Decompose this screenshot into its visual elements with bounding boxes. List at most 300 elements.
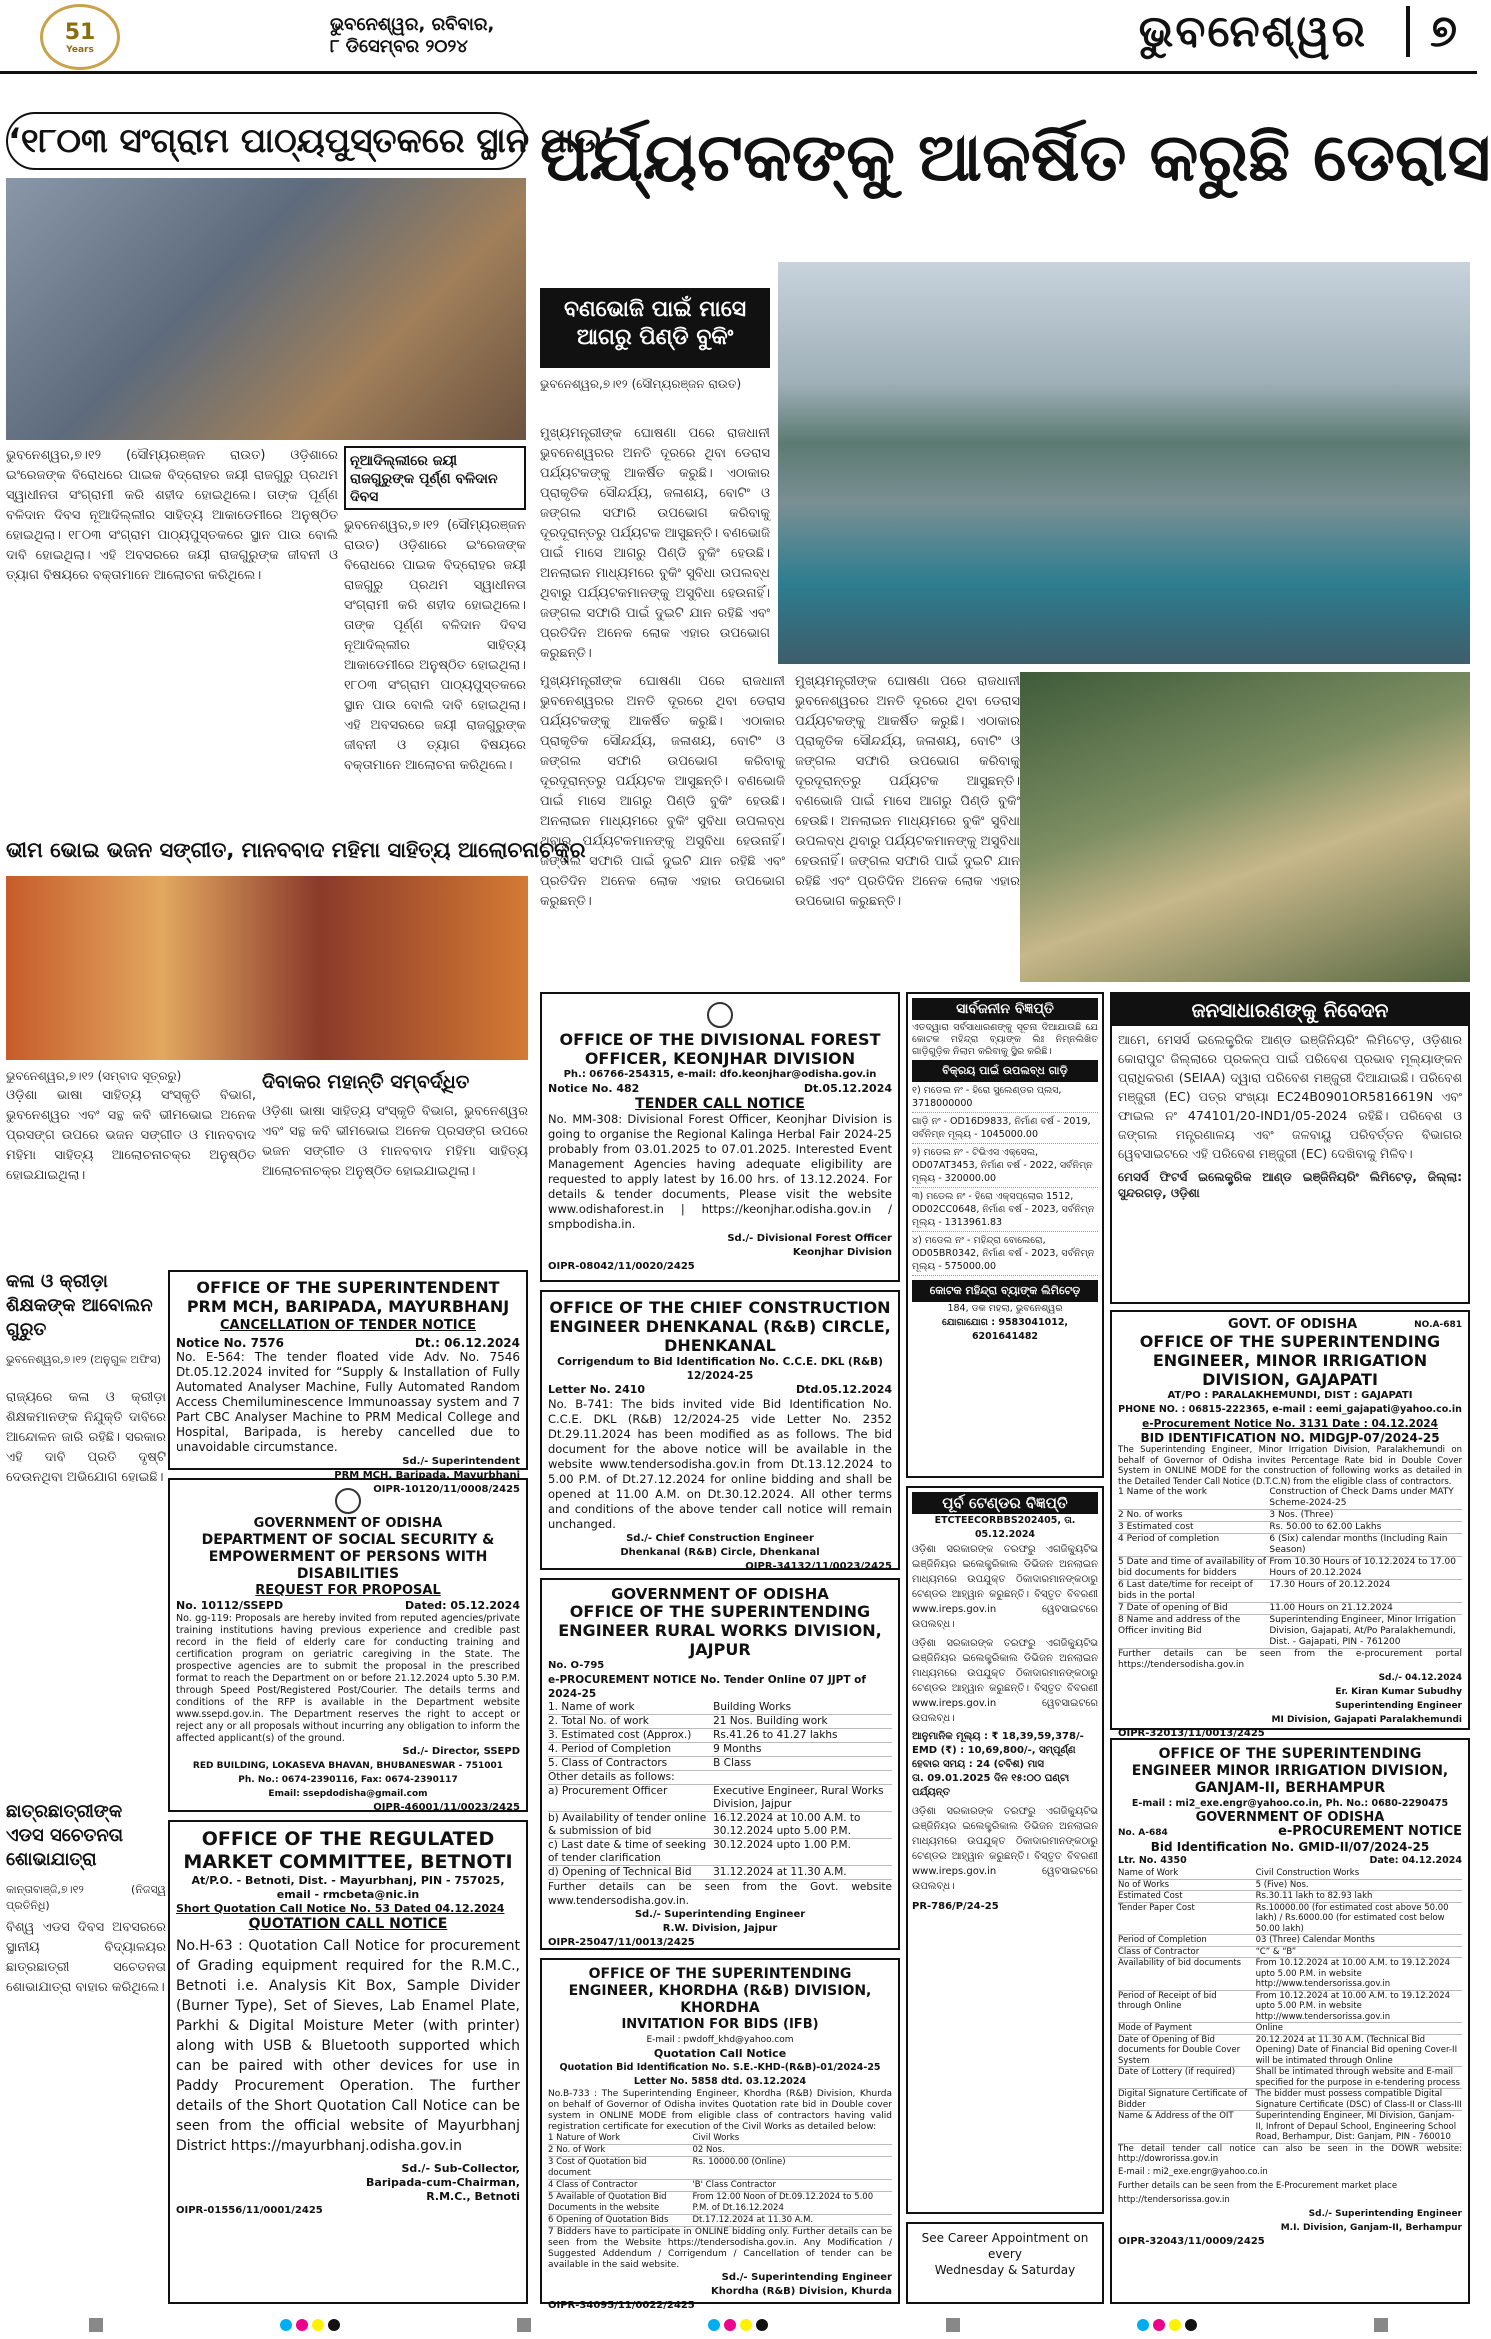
ad-cce-subtitle: Corrigendum to Bid Identification No. C.C.E. DKL (R&B) 12/2024-25	[557, 1356, 883, 1382]
ad-rwd-sign2: R.W. Division, Jajpur	[662, 1923, 778, 1934]
ad-dfo-sign1: Sd./- Divisional Forest Officer	[727, 1233, 892, 1244]
left-story-sub	[344, 446, 526, 510]
table-cell-label: Period of Receipt of bid through Online	[1118, 1990, 1217, 2011]
ad-prm-sign2: PRM MCH, Baripada, Mayurbhanj	[334, 1470, 520, 1481]
ad-khordha-bid: Quotation Bid Identification No. S.E.-KHD-(R&B)-01/2024-25	[559, 2062, 881, 2073]
safari-jeep-photo	[1020, 672, 1470, 982]
table-cell-label: 2. Total No. of work	[548, 1715, 649, 1727]
ad-cce-ref: OIPR-34132/11/0023/2425	[745, 1561, 892, 1572]
ad-prm-ref: OIPR-10120/11/0008/2425	[373, 1484, 520, 1495]
ad-ganjam-meta1	[1118, 1825, 1462, 1840]
ad-ssepd-address: RED BUILDING, LOKASEVA BHAVAN, BHUBANESWAR - 751001	[192, 1761, 504, 1771]
table-cell-value: 03 (Three) Calendar Months	[1255, 1935, 1375, 1945]
table-row	[1118, 2111, 1462, 2144]
ad-cce-letter: Letter No. 2410	[548, 1383, 646, 1396]
ad-purba-cost: ଆନୁମାନିକ ମୂଲ୍ୟ : ₹ 18,39,59,378/-	[912, 1731, 1084, 1742]
table-cell-label: Digital Signature Certificate of Bidder	[1118, 2089, 1248, 2110]
ad-purba-refno: ETCTEECORBBS202405, ତା. 05.12.2024	[934, 1515, 1076, 1540]
ad-khordha-email: E-mail : pwdoff_khd@yahoo.com	[646, 2035, 794, 2045]
ad-khordha-foot: 7 Bidders have to participate in ONLINE bidding only. Further details can be seen from the Website https://tendersodisha.gov.in. Any Modification / Suggested Addendum / Corrigendum / Cancellation of tender can be available in the said website.	[548, 2227, 892, 2270]
lake-story-body-col3: ମୁଖ୍ୟମନ୍ତ୍ରୀଙ୍କ ଘୋଷଣା ପରେ ରାଜଧାନୀ ଭୁବନେଶ୍ୱରର ଅନତି ଦୂରରେ ଥିବା ଡେରାସ ପର୍ଯ୍ୟଟକଙ୍କୁ ଆକର୍ଷିତ କରୁଛି। ଏଠାକାର ପ୍ରାକୃତିକ ସୌନ୍ଦର୍ଯ୍ୟ, ଜଳାଶୟ, ବୋଟିଂ ଓ ଜଙ୍ଗଲ ସଫାରି ଉପଭୋଗ କରିବାକୁ ଦୂରଦୂରାନ୍ତରୁ ପର୍ଯ୍ୟଟକ ଆସୁଛନ୍ତି। ବଣଭୋଜି ପାଇଁ ମାସେ ଆଗରୁ ପିଣ୍ଡି ବୁକିଂ ହେଉଛି। ଅନଲାଇନ ମାଧ୍ୟମରେ ବୁକିଂ ସୁବିଧା ଉପଲବ୍ଧ ଥିବାରୁ ପର୍ଯ୍ୟଟକମାନଙ୍କୁ ଅସୁବିଧା ହେଉନାହିଁ। ଜଙ୍ଗଲ ସଫାରି ପାଇଁ ଦୁଇଟି ଯାନ ରହିଛି ଏବଂ ପ୍ରତିଦିନ ଅନେକ ଲୋକ ଏହାର ଉପଭୋଗ କରୁଛନ୍ତି।	[795, 674, 1020, 909]
ad-public-title: ସାର୍ବଜନୀନ ବିଜ୍ଞପ୍ତି	[912, 998, 1098, 1020]
date-line	[330, 14, 494, 58]
table-row	[548, 1757, 892, 1771]
ad-rmc-title: OFFICE OF THE REGULATED MARKET COMMITTEE, BETNOTI	[183, 1828, 513, 1873]
table-cell-value: Civil Works	[692, 2133, 740, 2143]
ad-gaj-gov: GOVT. OF ODISHA	[1228, 1317, 1358, 1332]
table-cell-label: Mode of Payment	[1118, 2023, 1192, 2033]
table-cell-label: 4. Period of Completion	[548, 1743, 672, 1755]
table-cell-label: No of Works	[1118, 1879, 1170, 1890]
ad-gaj-body: The Superintending Engineer, Minor Irrigation Division, Paralakhemundi on behalf of Governor of Odisha invites Percentage Rate bid in Double Cover System in ONLINE MODE for the construction of following works as detailed in the Detailed Tender Call Notice (D.T.C.N) from the eligible class of contractors.	[1118, 1445, 1462, 1487]
ad-khordha-body: No.B-733 : The Superintending Engineer, Khordha (R&B) Division, Khurda on behalf of Governor of Odisha invites Quotation rate bid in Double cover system in ONLINE MODE from eligible class of contractors having valid registration certificate for execution of the Civil Works as detailed below:	[548, 2089, 892, 2132]
ad-ganjam-title: OFFICE OF THE SUPERINTENDING ENGINEER MINOR IRRIGATION DIVISION, GANJAM-II, BERHAMPUR	[1131, 1746, 1449, 1796]
table-cell-label: 2 No. of Work	[548, 2145, 606, 2155]
ad-khordha-title: OFFICE OF THE SUPERINTENDING ENGINEER, KHORDHA (R&B) DIVISION, KHORDHA	[568, 1966, 872, 2016]
ad-dfo-ph: Ph.: 06766-254315, e-mail: dfo.keonjhar@odisha.gov.in	[563, 1069, 877, 1080]
ad-gaj-table	[1118, 1487, 1462, 1649]
table-row	[548, 2145, 892, 2157]
ad-ganjam-bid: Bid Identification No. GMID-II/07/2024-25	[1150, 1840, 1430, 1854]
anniversary-logo	[40, 4, 120, 70]
career-line1: See Career Appointment on every	[921, 2231, 1089, 2261]
table-row	[1118, 1534, 1462, 1557]
left-story-body-cont: ଭୁବନେଶ୍ୱର,୭।୧୨ (ସୌମ୍ୟରଞ୍ଜନ ରାଉତ) ଓଡ଼ିଶାରେ ଇଂରେଜଙ୍କ ବିରୋଧରେ ପାଇକ ବିଦ୍ରୋହର ଜୟୀ ରାଜଗୁରୁ ପ୍ରଥମ ସ୍ୱାଧୀନତା ସଂଗ୍ରାମୀ କରି ଶହୀଦ ହୋଇଥିଲେ। ତାଙ୍କ ପୂର୍ଣ୍ଣ ବଳିଦାନ ଦିବସ ନୂଆଦିଲ୍ଲୀର ସାହିତ୍ୟ ଆକାଡେମୀରେ ଅନୁଷ୍ଠିତ ହୋଇଥିଲା। ୧୮୦୩ ସଂଗ୍ରାମ ପାଠ୍ୟପୁସ୍ତକରେ ସ୍ଥାନ ପାଉ ବୋଲି ଦାବି ହୋଇଥିଲା। ଏହି ଅବସରରେ ଜୟୀ ରାଜଗୁରୁଙ୍କ ଜୀବନୀ ଓ ତ୍ୟାଗ ବିଷୟରେ ବକ୍ତାମାନେ ଆଲୋଚନା କରିଥିଲେ।	[344, 518, 526, 773]
page-number: ୭	[1406, 6, 1457, 57]
table-row	[548, 1729, 892, 1743]
table-cell-value: 9 Months	[713, 1743, 762, 1755]
ad-gaj-sign4: MI Division, Gajapati Paralakhemundi	[1271, 1715, 1462, 1725]
ad-dfo-keonjhar	[540, 992, 900, 1282]
ad-khordha-subtitle: INVITATION FOR BIDS (IFB)	[621, 2017, 819, 2032]
gray-swatch-icon	[946, 2318, 960, 2332]
ad-janasadharan	[1110, 992, 1470, 1304]
table-row	[1118, 2089, 1462, 2111]
cmyk-dots-icon	[1137, 2319, 1197, 2331]
ad-dfo-title: OFFICE OF THE DIVISIONAL FOREST OFFICER, KEONJHAR DIVISION	[559, 1030, 881, 1068]
ad-public-body: ଏତଦ୍ୱାରା ସର୍ବସାଧାରଣଙ୍କୁ ସୂଚନା ଦିଆଯାଉଛି ଯେ କୋଟକ ମହିନ୍ଦ୍ରା ବ୍ୟାଙ୍କ ଲିଃ ନିମ୍ନଲିଖିତ ଗାଡ଼ିଗୁଡ଼ିକ ନିଲାମ କରିବାକୁ ସ୍ଥିର କରିଛି।	[912, 1022, 1098, 1057]
ad-purba-body-2: ଓଡ଼ିଶା ସରକାରଙ୍କ ତରଫରୁ ଏଗଜିକ୍ୟୁଟିଭ ଇଞ୍ଜିନିୟର ଇଲେକ୍ଟ୍ରିକାଲ ଡିଭିଜନ ଅନଲାଇନ ମାଧ୍ୟମରେ ଉପଯୁକ୍ତ ଠିକାଦାରମାନଙ୍କଠାରୁ ଟେଣ୍ଡର ଆହ୍ୱାନ କରୁଛନ୍ତି। ବିସ୍ତୃତ ବିବରଣୀ www.ireps.gov.in ୱେବସାଇଟରେ ଉପଲବ୍ଧ।	[912, 1638, 1098, 1724]
ad-purba-emd: EMD (₹) : 10,69,800/-, ସମ୍ପୂର୍ଣ୍ଣ ହେବାର ସମୟ : 24 (ଚବିଶ) ମାସ	[912, 1745, 1076, 1770]
ad-public-addr: 184, ଡକ ମହଲା, ଭୁବନେଶ୍ୱର	[947, 1303, 1063, 1314]
ad-ganjam-table	[1118, 1868, 1462, 2144]
ad-prm-mch	[168, 1270, 528, 1495]
ad-rwd-no: No. O-795	[548, 1660, 605, 1671]
ad-ssepd-sign: Sd./- Director, SSEPD	[402, 1746, 520, 1757]
chhatra-dateline: କାନ୍ତାବାଞ୍ଜି,୭।୧୨ (ନିଜସ୍ୱ ପ୍ରତିନିଧି)	[6, 1883, 166, 1912]
table-cell-value: Civil Construction Works	[1255, 1868, 1360, 1878]
table-cell-value: 02 Nos.	[692, 2145, 725, 2155]
table-cell-value: Online	[1255, 2023, 1284, 2033]
ad-gaj-bid: BID IDENTIFICATION NO. MIDGJP-07/2024-25	[1140, 1431, 1440, 1445]
table-row	[548, 1839, 892, 1866]
ad-ganjam-sign2: M.I. Division, Ganjam-II, Berhampur	[1280, 2222, 1462, 2233]
table-row	[548, 1812, 892, 1839]
ad-ganjam-market: Further details can be seen from the E-Procurement market place	[1118, 2180, 1398, 2191]
ad-ganjam-no: No. A-684	[1118, 1828, 1168, 1838]
ad-gaj-sign1: Sd./- 04.12.2024	[1378, 1673, 1462, 1683]
table-row	[548, 2157, 892, 2180]
ad-gaj-ref: OIPR-32013/11/0013/2425	[1118, 1728, 1265, 1739]
table-cell-label: Class of Contractor	[1118, 1946, 1200, 1957]
table-row	[1118, 1510, 1462, 1522]
ad-dfo-sign2: Keonjhar Division	[792, 1247, 892, 1258]
ad-public-notice	[906, 992, 1104, 1478]
ad-rwd-gov: GOVERNMENT OF ODISHA	[611, 1585, 829, 1603]
ad-prm-sign1: Sd./- Superintendent	[402, 1456, 520, 1467]
table-cell-value: 11.00 Hours on 21.12.2024	[1269, 1603, 1393, 1613]
ad-prm-date: Dt.: 06.12.2024	[414, 1336, 520, 1350]
bhima-dateline: ଭୁବନେଶ୍ୱର,୭।୧୨ (ସମ୍ବାଦ ସୂତ୍ରରୁ)	[6, 1069, 182, 1083]
ad-purba-body-3: ଓଡ଼ିଶା ସରକାରଙ୍କ ତରଫରୁ ଏଗଜିକ୍ୟୁଟିଭ ଇଞ୍ଜିନିୟର ଇଲେକ୍ଟ୍ରିକାଲ ଡିଭିଜନ ଅନଲାଇନ ମାଧ୍ୟମରେ ଉପଯୁକ୍ତ ଠିକାଦାରମାନଙ୍କଠାରୁ ଟେଣ୍ଡର ଆହ୍ୱାନ କରୁଛନ୍ତି। ବିସ୍ତୃତ ବିବରଣୀ www.ireps.gov.in ୱେବସାଇଟରେ ଉପଲବ୍ଧ।	[912, 1806, 1098, 1892]
table-cell-label: 3. Estimated cost (Approx.)	[548, 1729, 692, 1741]
table-cell-label: Period of Completion	[1118, 1935, 1207, 1945]
table-cell-label: Other details as follows:	[548, 1771, 675, 1783]
ad-dfo-ref: OIPR-08042/11/0020/2425	[548, 1261, 695, 1272]
left-story-body-2	[344, 516, 526, 826]
bhima-sub: ଦିବାକର ମହାନ୍ତି ସମ୍ବର୍ଦ୍ଧିତ	[262, 1071, 470, 1093]
ad-jana-body: ଆମେ, ମେସର୍ସ ଇଲେକ୍ଟ୍ରିକ ଆଣ୍ଡ ଇଞ୍ଜିନିୟରିଂ ଲିମିଟେଡ଼, ଓଡ଼ିଶାର କୋରାପୁଟ ଜିଲ୍ଲାରେ ପ୍ରକଳ୍ପ ପାଇଁ ପରିବେଶ ପ୍ରଭାବ ମୂଲ୍ୟାଙ୍କନ ପ୍ରାଧିକରଣ (SEIAA) ଦ୍ୱାରା ପରିବେଶ ମଞ୍ଜୁରୀ ଦିଆଯାଇଛି। ପରିବେଶ ମଞ୍ଜୁରୀ (EC) ପତ୍ର ସଂଖ୍ୟା EC24B0901OR5816619N ଏବଂ ଫାଇଲ ନଂ 474101/20-IND1/05-2024 ରହିଛି। ପରିବେଶ ଓ ଜଙ୍ଗଲ ମନ୍ତ୍ରଣାଳୟ ଏବଂ ଜଳବାୟୁ ପରିବର୍ତ୍ତନ ବିଭାଗର ୱେବସାଇଟରେ ଏହି ପରିବେଶ ମଞ୍ଜୁରୀ (EC) ଦେଖିବାକୁ ମିଳିବ।	[1118, 1032, 1462, 1161]
ad-ssepd-date: Dated: 05.12.2024	[405, 1599, 520, 1612]
ad-prm-title: OFFICE OF THE SUPERINTENDENT PRM MCH, BARIPADA, MAYURBHANJ	[186, 1278, 510, 1316]
table-cell-label: 1 Nature of Work	[548, 2133, 621, 2143]
ad-purba-ref: PR-786/P/24-25	[912, 1901, 999, 1912]
ad-rmc-ref: OIPR-01556/11/0001/2425	[176, 2205, 323, 2216]
table-cell-label: Date of Lottery (if required)	[1118, 2067, 1236, 2077]
table-cell-value: 31.12.2024 at 11.30 A.M.	[713, 1866, 847, 1878]
table-cell-label: 3 Estimated cost	[1118, 1522, 1194, 1532]
ad-rwd-subtitle: e-PROCUREMENT NOTICE No. Tender Online 07 JJPT of 2024-25	[548, 1674, 866, 1700]
table-row	[1118, 1947, 1462, 1959]
bhima-headline: ଭୀମ ଭୋଇ ଭଜନ ସଙ୍ଗୀତ, ମାନବବାଦ ମହିମା ସାହିତ୍ୟ ଆଲୋଚନାଚକ୍ର	[6, 838, 586, 862]
table-row	[1118, 1991, 1462, 2024]
ad-ganjam-gov: GOVERNMENT OF ODISHA	[1195, 1810, 1385, 1825]
table-cell-value: The bidder must possess compatible Digital Signature Certificate (DSC) of Class-II or Class-III	[1255, 2089, 1462, 2110]
table-cell-label: 5 Date and time of availability of bid documents for bidders	[1118, 1557, 1266, 1578]
table-row	[1118, 1958, 1462, 1991]
ad-rwd-sign1: Sd./- Superintending Engineer	[634, 1909, 806, 1920]
table-row	[1118, 1487, 1462, 1510]
table-row	[1118, 1522, 1462, 1534]
ad-ssepd-phone: Ph. No.: 0674-2390116, Fax: 0674-2390117	[238, 1775, 458, 1785]
ad-rmc-sign3: R.M.C., Betnoti	[426, 2190, 520, 2203]
ad-ganjam-site: http://tendersorissa.gov.in	[1118, 2194, 1230, 2205]
ad-gaj-sign2: Er. Kiran Kumar Subudhy	[1335, 1687, 1462, 1697]
ad-purba-body: ଓଡ଼ିଶା ସରକାରଙ୍କ ତରଫରୁ ଏଗଜିକ୍ୟୁଟିଭ ଇଞ୍ଜିନିୟର ଇଲେକ୍ଟ୍ରିକାଲ ଡିଭିଜନ ଅନଲାଇନ ମାଧ୍ୟମରେ ଉପଯୁକ୍ତ ଠିକାଦାରମାନଙ୍କଠାରୁ ଟେଣ୍ଡର ଆହ୍ୱାନ କରୁଛନ୍ତି। ବିସ୍ତୃତ ବିବରଣୀ www.ireps.gov.in ୱେବସାଇଟରେ ଉପଲବ୍ଧ।	[912, 1544, 1098, 1630]
ad-ssepd-email: Email: ssepdodisha@gmail.com	[268, 1789, 428, 1799]
career-line2: Wednesday & Saturday	[934, 2263, 1076, 2277]
table-cell-label: d) Opening of Technical Bid	[548, 1866, 692, 1878]
ad-rmc-sqn: Short Quotation Call Notice No. 53 Dated 04.12.2024	[176, 1902, 505, 1915]
table-row	[548, 2133, 892, 2145]
ad-rwd-title: OFFICE OF THE SUPERINTENDING ENGINEER RURAL WORKS DIVISION, JAJPUR	[558, 1602, 882, 1659]
table-cell-value: 21 Nos. Building work	[713, 1715, 828, 1727]
ad-gaj-foot: Further details can be seen from the e-procurement portal https://tendersodisha.gov.in	[1118, 1649, 1462, 1670]
chhatra-body: ବିଶ୍ୱ ଏଡସ ଦିବସ ଅବସରରେ ସ୍ଥାନୀୟ ବିଦ୍ୟାଳୟର ଛାତ୍ରଛାତ୍ରୀ ସଚେତନତା ଶୋଭାଯାତ୍ରା ବାହାର କରିଥିଲେ।	[6, 1920, 166, 1995]
table-row	[1118, 1580, 1462, 1603]
ad-ssepd-gov: GOVERNMENT OF ODISHA	[253, 1516, 443, 1531]
ad-jana-title: ଜନସାଧାରଣଙ୍କୁ ନିବେଦନ	[1112, 994, 1468, 1026]
ad-dfo-body: No. MM-308: Divisional Forest Officer, Keonjhar Division is going to organise the Regional Kalinga Herbal Fair 2024-25 probably from 03.01.2025 to 07.01.2025. Interested Event Management Agencies having adequate eligibility are requested to apply latest by 16.00 hrs. of 13.12.2024. For details & tender documents, Please visit the website www.odishaforest.in | https://keonjhar.odisha.gov.in / smpbodisha.in.	[548, 1112, 892, 1231]
table-cell-value: From 10.30 Hours of 10.12.2024 to 17.00 Hours of 20.12.2024	[1269, 1557, 1456, 1578]
table-row	[548, 1743, 892, 1757]
ad-gaj-sign3: Superintending Engineer	[1335, 1701, 1462, 1711]
print-registration-marks	[0, 2310, 1477, 2339]
ad-prm-meta	[176, 1336, 520, 1350]
cmyk-dots-icon	[280, 2319, 340, 2331]
ad-cce-dhenkanal	[540, 1290, 900, 1570]
table-cell-value: Construction of Check Dams under MATY Scheme-2024-25	[1269, 1487, 1454, 1508]
list-item: ଗାଡ଼ି ନଂ - OD16D9833, ନିର୍ମାଣ ବର୍ଷ - 2019, ସର୍ବନିମ୍ନ ମୂଲ୍ୟ - 1045000.00	[912, 1113, 1098, 1144]
table-row	[1118, 1903, 1462, 1936]
table-row	[1118, 2035, 1462, 2068]
table-cell-label: Tender Paper Cost	[1118, 1902, 1195, 1913]
table-row	[548, 2180, 892, 2192]
lake-story-body: ମୁଖ୍ୟମନ୍ତ୍ରୀଙ୍କ ଘୋଷଣା ପରେ ରାଜଧାନୀ ଭୁବନେଶ୍ୱରର ଅନତି ଦୂରରେ ଥିବା ଡେରାସ ପର୍ଯ୍ୟଟକଙ୍କୁ ଆକର୍ଷିତ କରୁଛି। ଏଠାକାର ପ୍ରାକୃତିକ ସୌନ୍ଦର୍ଯ୍ୟ, ଜଳାଶୟ, ବୋଟିଂ ଓ ଜଙ୍ଗଲ ସଫାରି ଉପଭୋଗ କରିବାକୁ ଦୂରଦୂରାନ୍ତରୁ ପର୍ଯ୍ୟଟକ ଆସୁଛନ୍ତି। ବଣଭୋଜି ପାଇଁ ମାସେ ଆଗରୁ ପିଣ୍ଡି ବୁକିଂ ହେଉଛି। ଅନଲାଇନ ମାଧ୍ୟମରେ ବୁକିଂ ସୁବିଧା ଉପଲବ୍ଧ ଥିବାରୁ ପର୍ଯ୍ୟଟକମାନଙ୍କୁ ଅସୁବିଧା ହେଉନାହିଁ। ଜଙ୍ଗଲ ସଫାରି ପାଇଁ ଦୁଇଟି ଯାନ ରହିଛି ଏବଂ ପ୍ରତିଦିନ ଅନେକ ଲୋକ ଏହାର ଉପଭୋଗ କରୁଛନ୍ତି।	[540, 426, 770, 661]
ad-khordha-sign2: Khordha (R&B) Division, Khurda	[711, 2286, 892, 2297]
table-row	[548, 1715, 892, 1729]
bhima-body-cont: ଓଡ଼ିଶା ଭାଷା ସାହିତ୍ୟ ସଂସ୍କୃତି ବିଭାଗ, ଭୁବନେଶ୍ୱର ଏବଂ ସନ୍ଥ କବି ଭୀମଭୋଇ ଅନେକ ପ୍ରସଙ୍ଗ ଉପରେ ଭଜନ ସଙ୍ଗୀତ ଓ ମାନବବାଦ ମହିମା ସାହିତ୍ୟ ଆଲୋଚନାଚକ୍ର ଅନୁଷ୍ଠିତ ହୋଇଯାଇଥିଲା।	[262, 1104, 528, 1179]
table-cell-value: From 10.12.2024 at 10.00 A.M. to 19.12.2024 upto 5.00 P.M. in website http://www.tendersorissa.gov.in	[1255, 1958, 1451, 1989]
gray-swatch-icon	[517, 2318, 531, 2332]
gray-swatch-icon	[1374, 2318, 1388, 2332]
kala-headline: କଳା ଓ କ୍ରୀଡ଼ା ଶିକ୍ଷକଙ୍କ ଆବୋଲନ ଗୁରୁତ	[6, 1271, 153, 1340]
table-cell-label: b) Availability of tender online & submission of bid	[548, 1812, 707, 1837]
ad-ssepd-ref: OIPR-46001/11/0023/2425	[373, 1802, 520, 1813]
ad-ssepd-subtitle: REQUEST FOR PROPOSAL	[255, 1583, 441, 1598]
date-line-2: ୮ ଡିସେମ୍ବର ୨୦୨୪	[330, 36, 468, 57]
kala-dateline: ଭୁବନେଶ୍ୱର,୭।୧୨ (ଅନୁଗୁଳ ଅଫିସ)	[6, 1353, 162, 1366]
career-box	[906, 2222, 1104, 2304]
ad-rwd-ref: OIPR-25047/11/0013/2425	[548, 1937, 695, 1948]
ad-khordha-table	[548, 2133, 892, 2227]
table-cell-value: 17.30 Hours of 20.12.2024	[1269, 1580, 1391, 1590]
ad-ganjam-foot: The detail tender call notice can also be seen in the DOWR website: http://dowrorissa.gov.in	[1118, 2143, 1462, 2164]
ad-rwd-foot: Further details can be seen from the Govt. website www.tendersodisha.gov.in.	[548, 1881, 892, 1907]
table-cell-label: 6 Opening of Quotation Bids	[548, 2215, 669, 2225]
table-cell-label: 5. Class of Contractors	[548, 1757, 668, 1769]
ad-ganjam-date: Date: 04.12.2024	[1369, 1855, 1462, 1866]
table-cell-value: Dt.17.12.2024 at 11.30 A.M.	[692, 2215, 814, 2225]
table-row	[1118, 2023, 1462, 2035]
table-row	[1118, 2067, 1462, 2089]
ad-cce-sign1: Sd./- Chief Construction Engineer	[626, 1533, 814, 1544]
table-row	[1118, 1557, 1462, 1580]
felicitation-photo	[6, 178, 526, 440]
ad-gajapati	[1110, 1310, 1470, 1739]
ad-khordha-letter: Letter No. 5858 dtd. 03.12.2024	[633, 2076, 807, 2087]
table-row	[548, 2215, 892, 2227]
ad-dfo-meta	[548, 1082, 892, 1096]
ad-rmc-addr: At/P.O. - Betnoti, Dist. - Mayurbhanj, PIN - 757025,	[191, 1874, 505, 1887]
ad-ganjam	[1110, 1738, 1470, 2304]
ad-public-items	[912, 1082, 1098, 1276]
ad-dfo-subtitle: TENDER CALL NOTICE	[635, 1096, 805, 1112]
table-cell-label: 1. Name of work	[548, 1701, 635, 1713]
table-cell-value: From 12.00 Noon of Dt.09.12.2024 to 5.00 P.M. of Dt.16.12.2024	[692, 2192, 874, 2213]
table-cell-label: Estimated Cost	[1118, 1891, 1183, 1901]
ad-khordha-sign1: Sd./- Superintending Engineer	[721, 2272, 892, 2283]
ad-jana-foot: ମେସର୍ସ ଫିଟର୍ସ ଇଲେକ୍ଟ୍ରିକ ଆଣ୍ଡ ଇଞ୍ଜିନିୟରିଂ ଲିମିଟେଡ଼, ଜିଲ୍ଲା: ସୁନ୍ଦରଗଡ଼, ଓଡ଼ିଶା	[1118, 1170, 1462, 1200]
table-cell-label: Name of Work	[1118, 1868, 1179, 1878]
table-cell-value: From 10.12.2024 at 10.00 A.M. to 19.12.2024 upto 5.00 P.M. in website http://www.tendersorissa.gov.in	[1255, 1990, 1451, 2022]
table-cell-value: 20.12.2024 at 11.30 A.M. (Technical Bid Opening) Date of Financial Bid opening Cover-II will be intimated through Online	[1255, 2034, 1458, 2066]
ad-purba-tender	[906, 1486, 1104, 2214]
ad-prm-body: No. E-564: The tender floated vide Adv. No. 7546 Dt.05.12.2024 invited for “Supply & Installation of Fully Automated Analyser Machine, Fully Automated Random Access Chemiluminescence Immunoassay system and 7 Part CBC Analyser Machine to PRM Medical College and Hospital, Baripada, is hereby cancelled due to unavoidable circumstance.	[176, 1350, 520, 1454]
ad-ganjam-meta2	[1118, 1854, 1462, 1868]
gray-swatch-icon	[89, 2318, 103, 2332]
ad-ganjam-email2: E-mail : mi2_exe.engr@yahoo.co.in	[1118, 2166, 1268, 2177]
ad-ganjam-email: E-mail : mi2_exe.engr@yahoo.co.in, Ph. No.: 0680-2290475	[1131, 1798, 1449, 1809]
date-line-1: ଭୁବନେଶ୍ୱର, ରବିବାର,	[330, 14, 495, 35]
ad-rmc-email: email - rmcbeta@nic.in	[276, 1888, 420, 1901]
table-cell-value: Rs.10000.00 (for estimated cost above 50.00 lakh) / Rs.6000.00 (for estimated cost below 50.00 lakh)	[1255, 1902, 1449, 1934]
ad-rmc-betnoti	[168, 1820, 528, 2304]
kala-body: ରାଜ୍ୟରେ କଳା ଓ କ୍ରୀଡ଼ା ଶିକ୍ଷକମାନଙ୍କ ନିଯୁକ୍ତି ଦାବିରେ ଆନ୍ଦୋଳନ ଜାରି ରହିଛି। ସରକାର ଏହି ଦାବି ପ୍ରତି ଦୃଷ୍ଟି ଦେଉନଥିବା ଅଭିଯୋଗ ହୋଇଛି।	[6, 1390, 166, 1485]
ad-public-bank: କୋଟକ ମହିନ୍ଦ୍ରା ବ୍ୟାଙ୍କ ଲିମିଟେଡ଼	[912, 1280, 1098, 1302]
ad-rmc-body: No.H-63 : Quotation Call Notice for procurement of Grading equipment required for the R.M.C., Betnoti i.e. Analysis Kit Box, Sample Divider (Burner Type), Set of Sieves, Lab Enamel Plate, Parkhi & Digital Moisture Meter (with printer) along with USB & Bluetooth supported which can be paired with other devices for use in Paddy Procurement Operation. The further details of the Short Quotation Call Notice can be seen from the official website of Mayurbhanj District https://mayurbhanj.odisha.gov.in	[176, 1938, 520, 2154]
table-cell-value	[713, 1771, 892, 1784]
main-headline: ପର୍ଯ୍ୟଟକଙ୍କୁ ଆକର୍ଷିତ କରୁଛି ଡେରାସ	[540, 119, 1491, 196]
table-row	[548, 1866, 892, 1880]
ad-public-bar: ବିକ୍ରୟ ପାଇଁ ଉପଲବ୍ଧ ଗାଡ଼ି	[912, 1060, 1098, 1082]
ad-gaj-eproc: e-Procurement Notice No. 3131 Date : 04.12.2024	[1142, 1418, 1438, 1430]
table-row	[1118, 1615, 1462, 1649]
table-cell-value: 3 Nos. (Three)	[1269, 1510, 1334, 1520]
left-headline: ‘୧୮୦୩ ସଂଗ୍ରାମ ପାଠ୍ୟପୁସ୍ତକରେ ସ୍ଥାନ ପାଉ’	[6, 112, 526, 170]
lake-story-body-2	[540, 672, 785, 982]
cmyk-dots-icon	[708, 2319, 768, 2331]
ad-rwd-table	[548, 1701, 892, 1880]
table-cell-value: Building Works	[713, 1701, 792, 1713]
table-cell-value: 5 (Five) Nos.	[1255, 1879, 1309, 1890]
ad-ssepd-meta	[176, 1599, 520, 1613]
table-cell-label: c) Last date & time of seeking of tender clarification	[548, 1839, 707, 1864]
table-cell-label: Date of Opening of Bid documents for Double Cover System	[1118, 2034, 1241, 2066]
table-cell-value: Superintending Engineer, Minor Irrigation Division, Gajapati, At/Po Paralakhemundi, Dist. - Gajapati, PIN - 761200	[1269, 1615, 1456, 1647]
ad-cce-meta	[548, 1383, 892, 1397]
table-cell-value: 'B' Class Contractor	[692, 2180, 776, 2190]
ad-prm-notice: Notice No. 7576	[176, 1336, 284, 1350]
table-cell-label: 6 Last date/time for receipt of bids in the portal	[1118, 1580, 1253, 1601]
list-item: ୨) ମଡେଲ ନଂ - ଟିଭିଏସ ଏକ୍ସେଲ, OD07AT3453, ନିର୍ମାଣ ବର୍ଷ - 2022, ସର୍ବନିମ୍ନ ମୂଲ୍ୟ - 320000.00	[912, 1144, 1098, 1188]
table-cell-value: Rs. 50.00 to 62.00 Lakhs	[1269, 1522, 1382, 1532]
list-item: ୪) ମଡେଲ ନଂ - ମହିନ୍ଦ୍ରା ବୋଲେରୋ, OD05BR0342, ନିର୍ମାଣ ବର୍ଷ - 2023, ସର୍ବନିମ୍ନ ମୂଲ୍ୟ - 575000.00	[912, 1232, 1098, 1276]
ad-dfo-notice: Notice No. 482	[548, 1082, 640, 1095]
ad-gaj-addr: AT/PO : PARALAKHEMUNDI, DIST : GAJAPATI	[1167, 1390, 1413, 1401]
ad-cce-date: Dtd.05.12.2024	[795, 1383, 892, 1396]
ad-khordha-qc: Quotation Call Notice	[653, 2047, 787, 2060]
ad-dfo-date: Dt.05.12.2024	[803, 1082, 892, 1095]
ad-purba-title: ପୂର୍ବ ଟେଣ୍ଡର ବିଜ୍ଞପ୍ତି	[912, 1492, 1098, 1514]
city-title: ଭୁବନେଶ୍ୱର	[1138, 6, 1367, 57]
masthead	[0, 0, 1477, 74]
ad-ssepd-no: No. 10112/SSEPD	[176, 1599, 284, 1612]
ad-khordha	[540, 1958, 900, 2311]
lake-boats-photo	[778, 262, 1470, 664]
table-cell-label: Availability of bid documents	[1118, 1958, 1242, 1968]
table-cell-value: Executive Engineer, Rural Works Division, Jajpur	[713, 1785, 884, 1810]
table-cell-value: Rs.30.11 lakh to 82.93 lakh	[1255, 1891, 1373, 1901]
ad-ganjam-subtitle: e-PROCUREMENT NOTICE	[1278, 1824, 1462, 1839]
ad-ganjam-sign1: Sd./- Superintending Engineer	[1308, 2208, 1462, 2219]
ad-gaj-top	[1118, 1318, 1462, 1332]
table-cell-value: 30.12.2024 upto 1.00 P.M.	[713, 1839, 851, 1851]
table-row	[1118, 1935, 1462, 1947]
table-cell-label: 4 Period of completion	[1118, 1534, 1220, 1544]
table-row	[1118, 1880, 1462, 1892]
table-cell-label: a) Procurement Officer	[548, 1785, 668, 1797]
table-cell-label: Name & Address of the OIT	[1118, 2111, 1234, 2121]
ad-gaj-title: OFFICE OF THE SUPERINTENDING ENGINEER, MINOR IRRIGATION DIVISION, GAJAPATI	[1139, 1332, 1441, 1389]
table-cell-label: 1 Name of the work	[1118, 1487, 1207, 1497]
ad-gaj-no: NO.A-681	[1414, 1320, 1462, 1330]
table-cell-value: 6 (Six) calendar months (Including Rain Season)	[1269, 1534, 1448, 1555]
ad-prm-subtitle: CANCELLATION OF TENDER NOTICE	[219, 1318, 477, 1333]
table-cell-value: Superintending Engineer, MI Division, Ganjam-II, Infront of Depaul School, Engineering School Road, Berhampur, Dist: Ganjam, PIN - 760010	[1255, 2111, 1457, 2142]
ad-public-contact: ଯୋଗାଯୋଗ : 9583041012, 6201641482	[941, 1317, 1069, 1342]
table-row	[1118, 1603, 1462, 1615]
ad-ssepd-title: DEPARTMENT OF SOCIAL SECURITY & EMPOWERMENT OF PERSONS WITH DISABILITIES	[201, 1532, 495, 1582]
lake-story-body-col2: ମୁଖ୍ୟମନ୍ତ୍ରୀଙ୍କ ଘୋଷଣା ପରେ ରାଜଧାନୀ ଭୁବନେଶ୍ୱରର ଅନତି ଦୂରରେ ଥିବା ଡେରାସ ପର୍ଯ୍ୟଟକଙ୍କୁ ଆକର୍ଷିତ କରୁଛି। ଏଠାକାର ପ୍ରାକୃତିକ ସୌନ୍ଦର୍ଯ୍ୟ, ଜଳାଶୟ, ବୋଟିଂ ଓ ଜଙ୍ଗଲ ସଫାରି ଉପଭୋଗ କରିବାକୁ ଦୂରଦୂରାନ୍ତରୁ ପର୍ଯ୍ୟଟକ ଆସୁଛନ୍ତି। ବଣଭୋଜି ପାଇଁ ମାସେ ଆଗରୁ ପିଣ୍ଡି ବୁକିଂ ହେଉଛି। ଅନଲାଇନ ମାଧ୍ୟମରେ ବୁକିଂ ସୁବିଧା ଉପଲବ୍ଧ ଥିବାରୁ ପର୍ଯ୍ୟଟକମାନଙ୍କୁ ଅସୁବିଧା ହେଉନାହିଁ। ଜଙ୍ଗଲ ସଫାରି ପାଇଁ ଦୁଇଟି ଯାନ ରହିଛି ଏବଂ ପ୍ରତିଦିନ ଅନେକ ଲୋକ ଏହାର ଉପଭୋଗ କରୁଛନ୍ତି।	[540, 674, 785, 909]
ad-cce-body: No. B-741: The bids invited vide Bid Identification No. C.C.E. DKL (R&B) 12/2024-25 vide Letter No. 2352 Dt.29.11.2024 has been modified as as follows. The bid document for the above notice will be available in the website www.tendersodisha.gov.in from Dt.13.12.2024 to 5.00 P.M. of Dt.27.12.2024 for online bidding and shall be opened at 11.00 A.M. on Dt.30.12.2024. All other terms and conditions of the above tender call notice will remain unchanged.	[548, 1397, 892, 1531]
list-item: ୧) ମଡେଲ ନଂ - ହିରୋ ସ୍ପ୍ଲେଣ୍ଡର ପ୍ଲସ, 3718000000	[912, 1082, 1098, 1113]
ad-purba-date: ତା. 09.01.2025 ଦିନ ୧୫:୦୦ ଘଣ୍ଟା ପର୍ଯ୍ୟନ୍ତ	[912, 1773, 1070, 1798]
table-cell-label: 2 No. of works	[1118, 1510, 1183, 1520]
left-story-body: ଭୁବନେଶ୍ୱର,୭।୧୨ (ସୌମ୍ୟରଞ୍ଜନ ରାଉତ) ଓଡ଼ିଶାରେ ଇଂରେଜଙ୍କ ବିରୋଧରେ ପାଇକ ବିଦ୍ରୋହର ଜୟୀ ରାଜଗୁରୁ ପ୍ରଥମ ସ୍ୱାଧୀନତା ସଂଗ୍ରାମୀ କରି ଶହୀଦ ହୋଇଥିଲେ। ତାଙ୍କ ପୂର୍ଣ୍ଣ ବଳିଦାନ ଦିବସ ନୂଆଦିଲ୍ଲୀର ସାହିତ୍ୟ ଆକାଡେମୀରେ ଅନୁଷ୍ଠିତ ହୋଇଥିଲା। ୧୮୦୩ ସଂଗ୍ରାମ ପାଠ୍ୟପୁସ୍ତକରେ ସ୍ଥାନ ପାଉ ବୋଲି ଦାବି ହୋଇଥିଲା। ଏହି ଅବସରରେ ଜୟୀ ରାଜଗୁରୁଙ୍କ ଜୀବନୀ ଓ ତ୍ୟାଗ ବିଷୟରେ ବକ୍ତାମାନେ ଆଲୋଚନା କରିଥିଲେ।	[6, 448, 338, 583]
table-cell-value: 16.12.2024 at 10.00 A.M. to 30.12.2024 upto 5.00 P.M.	[713, 1812, 861, 1837]
left-story-sub-text: ନୂଆଦିଲ୍ଲୀରେ ଜୟୀ ରାଜଗୁରୁଙ୍କ ପୂର୍ଣ୍ଣ ବଳିଦାନ ଦିବସ	[350, 453, 498, 505]
table-row	[548, 1785, 892, 1812]
ad-cce-title: OFFICE OF THE CHIEF CONSTRUCTION ENGINEER DHENKANAL (R&B) CIRCLE, DHENKANAL	[549, 1298, 891, 1355]
table-cell-label: 3 Cost of Quotation bid document	[548, 2157, 647, 2178]
list-item: ୩) ମଡେଲ ନଂ - ହିରୋ ଏକ୍ସପ୍ଲୋର 1512, OD02CC0648, ନିର୍ମାଣ ବର୍ଷ - 2023, ସର୍ବନିମ୍ନ ମୂଲ୍ୟ - 1313961.83	[912, 1188, 1098, 1232]
stage-photo	[6, 876, 528, 1060]
table-row	[548, 2192, 892, 2215]
bhima-body-2	[262, 1102, 528, 1262]
table-row	[548, 1701, 892, 1715]
ad-ganjam-ref: OIPR-32043/11/0009/2425	[1118, 2235, 1265, 2247]
table-cell-value: Shall be intimated through website and E-mail specified for the purpose in e-tendering process	[1255, 2067, 1460, 2088]
table-row	[1118, 1868, 1462, 1880]
table-cell-value: Rs. 10000.00 (Online)	[692, 2157, 786, 2167]
logo-years: Years	[66, 44, 94, 55]
ad-rwd-jajpur	[540, 1578, 900, 1950]
chhatra-headline: ଛାତ୍ରଛାତ୍ରୀଙ୍କ ଏଡସ ସଚେତନତା ଶୋଭାଯାତ୍ରା	[6, 1801, 124, 1870]
ad-ssepd	[168, 1478, 528, 1812]
table-cell-label: 7 Date of opening of Bid	[1118, 1603, 1228, 1613]
table-cell-value: Rs.41.26 to 41.27 lakhs	[713, 1729, 838, 1741]
table-cell-value: “C” & “B”	[1255, 1946, 1297, 1957]
table-row	[548, 1771, 892, 1785]
ad-ssepd-body: No. gg-119: Proposals are hereby invited from reputed agencies/private training institutions having previous experience and credible past record in the field of elderly care for conducting training and certification program on geriatric caregiving in the State. The prospective agencies are to submit the proposal in the prescribed format to reach the Department on or before 21.12.2024 upto 5.30 P.M. through Speed Post/Registered Post/Courier. The details terms and conditions of the RFP is available in the Department website www.ssepd.gov.in. The Department reserves the right to accept or reject any or all proposals without incurring any obligation to inform the affected applicant(s) of the ground.	[176, 1613, 520, 1744]
table-cell-value: B Class	[713, 1757, 752, 1769]
ad-cce-sign2: Dhenkanal (R&B) Circle, Dhenkanal	[620, 1547, 820, 1558]
main-subheadline: ବଣଭୋଜି ପାଇଁ ମାସେ ଆଗରୁ ପିଣ୍ଡି ବୁକିଂ	[540, 288, 770, 368]
table-cell-label: 4 Class of Contractor	[548, 2180, 638, 2190]
forest-emblem-icon	[707, 1002, 733, 1028]
odisha-emblem-icon	[335, 1488, 361, 1514]
ad-ganjam-ltr: Ltr. No. 4350	[1118, 1855, 1187, 1866]
lake-story-body-3	[795, 672, 1020, 982]
logo-number: 51	[64, 19, 96, 45]
ad-rmc-sign2: Baripada-cum-Chairman,	[366, 2176, 520, 2189]
table-cell-label: 5 Available of Quotation Bid Documents in the website	[548, 2192, 667, 2213]
ad-khordha-ref: OIPR-34095/11/0022/2425	[548, 2300, 695, 2311]
bhima-body: ଓଡ଼ିଶା ଭାଷା ସାହିତ୍ୟ ସଂସ୍କୃତି ବିଭାଗ, ଭୁବନେଶ୍ୱର ଏବଂ ସନ୍ଥ କବି ଭୀମଭୋଇ ଅନେକ ପ୍ରସଙ୍ଗ ଉପରେ ଭଜନ ସଙ୍ଗୀତ ଓ ମାନବବାଦ ମହିମା ସାହିତ୍ୟ ଆଲୋଚନାଚକ୍ର ଅନୁଷ୍ଠିତ ହୋଇଯାଇଥିଲା।	[6, 1088, 256, 1183]
main-dateline: ଭୁବନେଶ୍ୱର,୭।୧୨ (ସୌମ୍ୟରଞ୍ଜନ ରାଉତ)	[540, 377, 742, 391]
table-cell-label: 8 Name and address of the Officer inviting Bid	[1118, 1615, 1241, 1636]
